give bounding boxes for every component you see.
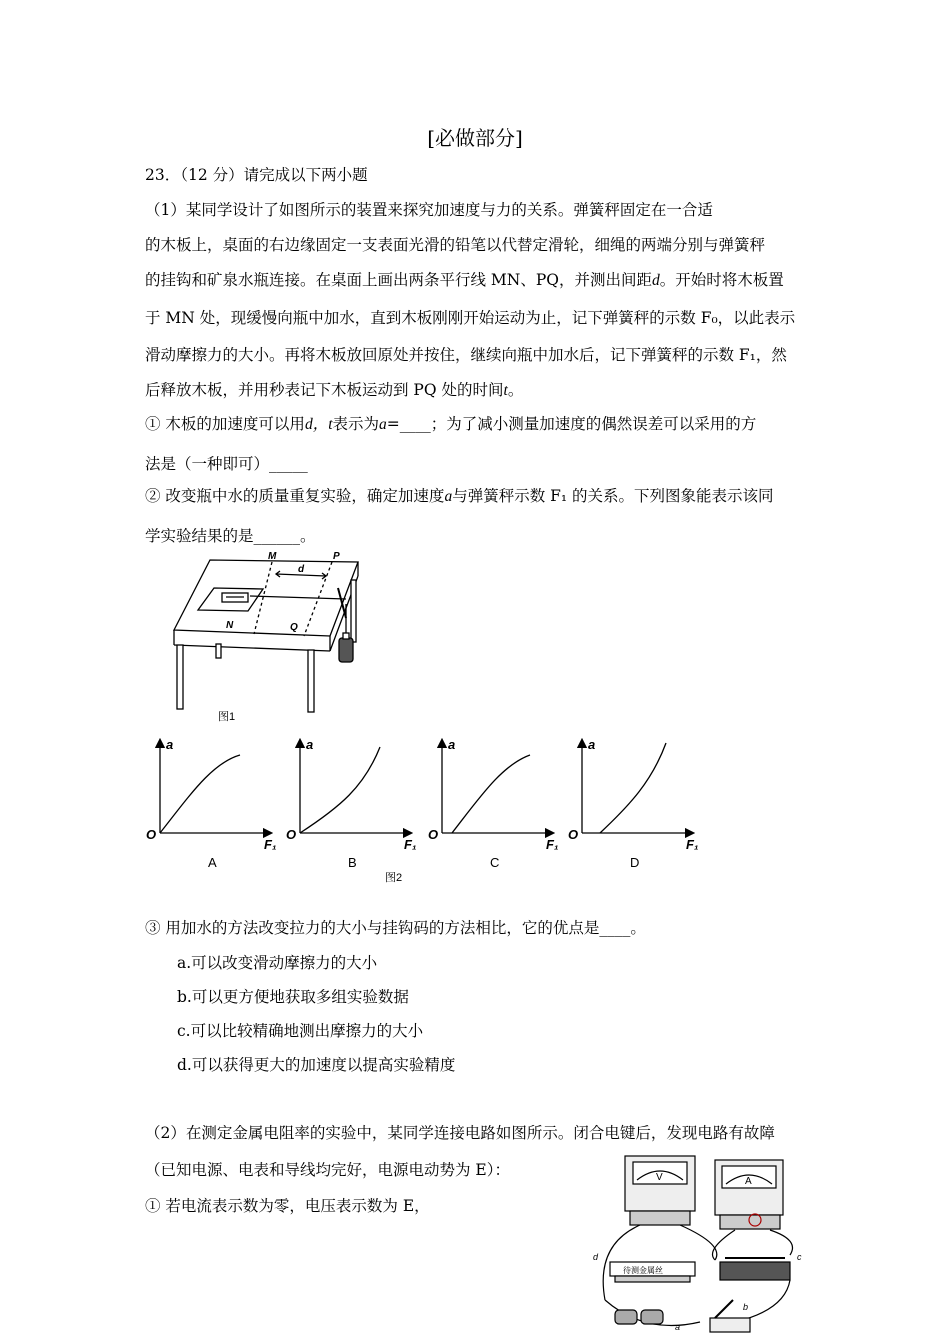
- sub2-text-a: ② 改变瓶中水的质量重复实验，确定加速度: [145, 487, 445, 505]
- sub1-line2: 法是（一种即可）_____: [145, 455, 308, 473]
- p1-line5: 滑动摩擦力的大小。再将木板放回原处并按住，继续向瓶中加水后，记下弹簧秤的示数 F₁，然: [145, 346, 787, 364]
- section-title: [必做部分]: [427, 126, 523, 150]
- var-t: t: [503, 382, 508, 399]
- graph-C-x-label: F₁: [546, 837, 559, 852]
- var-d: d: [652, 272, 660, 289]
- graph-B-curve: [300, 747, 380, 833]
- graph-D-curve: [600, 743, 666, 833]
- figure-1-table: [168, 548, 368, 728]
- option-d: d.可以获得更大的加速度以提高实验精度: [177, 1056, 456, 1074]
- metal-wire-label: 待测金属丝: [623, 1266, 663, 1275]
- option-b: b.可以更方便地获取多组实验数据: [177, 988, 409, 1006]
- graph-D-x-label: F₁: [686, 837, 699, 852]
- sub1-var-a: a: [379, 416, 387, 433]
- voltmeter-label: V: [656, 1172, 663, 1183]
- sub2-line2: 学实验结果的是______。: [145, 527, 316, 545]
- p1-line6: [145, 378, 523, 400]
- figure-2-caption: 图2: [385, 872, 403, 884]
- graph-A-curve: [160, 755, 240, 833]
- graph-B: [300, 743, 408, 833]
- option-a: a.可以改变滑动摩擦力的大小: [177, 954, 378, 972]
- graph-D-letter: D: [630, 855, 640, 870]
- graph-B-y-label: a: [306, 737, 314, 752]
- graph-C: [442, 743, 550, 833]
- sub2-text-b: 与弹簧秤示数 F₁ 的关系。下列图象能表示该同: [452, 487, 774, 505]
- sub1-text-c: =____；为了减小测量加速度的偶然误差可以采用的方: [386, 415, 757, 433]
- p2-line1: （2）在测定金属电阻率的实验中，某同学连接电路如图所示。闭合电键后，发现电路有故障: [145, 1124, 775, 1142]
- graph-B-x-label: F₁: [404, 837, 417, 852]
- sub2-line1: [145, 484, 774, 506]
- p2-line3: ① 若电流表示数为零，电压表示数为 E，: [145, 1197, 430, 1215]
- graph-A-x-label: F₁: [264, 837, 277, 852]
- graph-C-letter: C: [490, 855, 500, 870]
- graph-C-origin: O: [428, 827, 439, 842]
- graph-A-letter: A: [208, 855, 217, 870]
- graph-B-origin: O: [286, 827, 297, 842]
- figure-2-graphs: [140, 735, 720, 885]
- graph-D-y-label: a: [588, 737, 596, 752]
- graph-A: [160, 743, 268, 833]
- figure-3-circuit: [585, 1150, 810, 1342]
- sub1-text-a: ① 木板的加速度可以用: [145, 415, 305, 433]
- sub3-stem: ③ 用加水的方法改变拉力的大小与挂钩码的方法相比，它的优点是____。: [145, 919, 646, 937]
- label-Q: Q: [290, 622, 298, 633]
- sub1-text-b: 表示为: [332, 415, 380, 433]
- p1-line1: （1）某同学设计了如图所示的装置来探究加速度与力的关系。弹簧秤固定在一合适: [145, 201, 713, 219]
- sub1-vars: d，t: [304, 416, 333, 433]
- sub2-var-a: a: [444, 488, 453, 505]
- label-P: P: [333, 551, 340, 562]
- graph-B-letter: B: [348, 855, 357, 870]
- option-c: c.可以比较精确地测出摩擦力的大小: [177, 1022, 424, 1040]
- p1-line3-text-b: 。开始时将木板置: [659, 271, 784, 289]
- graph-D-origin: O: [568, 827, 579, 842]
- question-stem: 23．（12 分）请完成以下两小题: [145, 166, 368, 184]
- graph-D: [582, 743, 690, 833]
- p2-line2: （已知电源、电表和导线均完好，电源电动势为 E）：: [145, 1161, 510, 1179]
- node-label-c: c: [797, 1252, 802, 1262]
- label-M: M: [268, 551, 277, 562]
- node-label-d: d: [593, 1252, 599, 1262]
- graph-C-curve: [452, 755, 530, 833]
- p1-line3: [145, 268, 784, 290]
- figure-1-caption: 图1: [218, 711, 236, 723]
- p1-line3-text-a: 的挂钩和矿泉水瓶连接。在桌面上画出两条平行线 MN、PQ，并测出间距: [145, 271, 652, 289]
- label-N: N: [226, 620, 234, 631]
- node-label-a: a: [675, 1322, 681, 1332]
- p1-line2: 的木板上，桌面的右边缘固定一支表面光滑的铅笔以代替定滑轮，细绳的两端分别与弹簧秤: [145, 236, 766, 254]
- p1-line6-text-a: 后释放木板，并用秒表记下木板运动到 PQ 处的时间: [145, 381, 504, 399]
- p1-line6-text-b: 。: [507, 381, 524, 399]
- node-label-b: b: [743, 1302, 749, 1312]
- graph-C-y-label: a: [448, 737, 456, 752]
- graph-A-origin: O: [146, 827, 157, 842]
- sub1-line1: [145, 412, 756, 434]
- graph-A-y-label: a: [166, 737, 174, 752]
- label-d: d: [298, 564, 305, 575]
- p1-line4: 于 MN 处，现缓慢向瓶中加水，直到木板刚刚开始运动为止，记下弹簧秤的示数 F₀，以此表示: [145, 309, 796, 327]
- ammeter-label: A: [745, 1176, 752, 1187]
